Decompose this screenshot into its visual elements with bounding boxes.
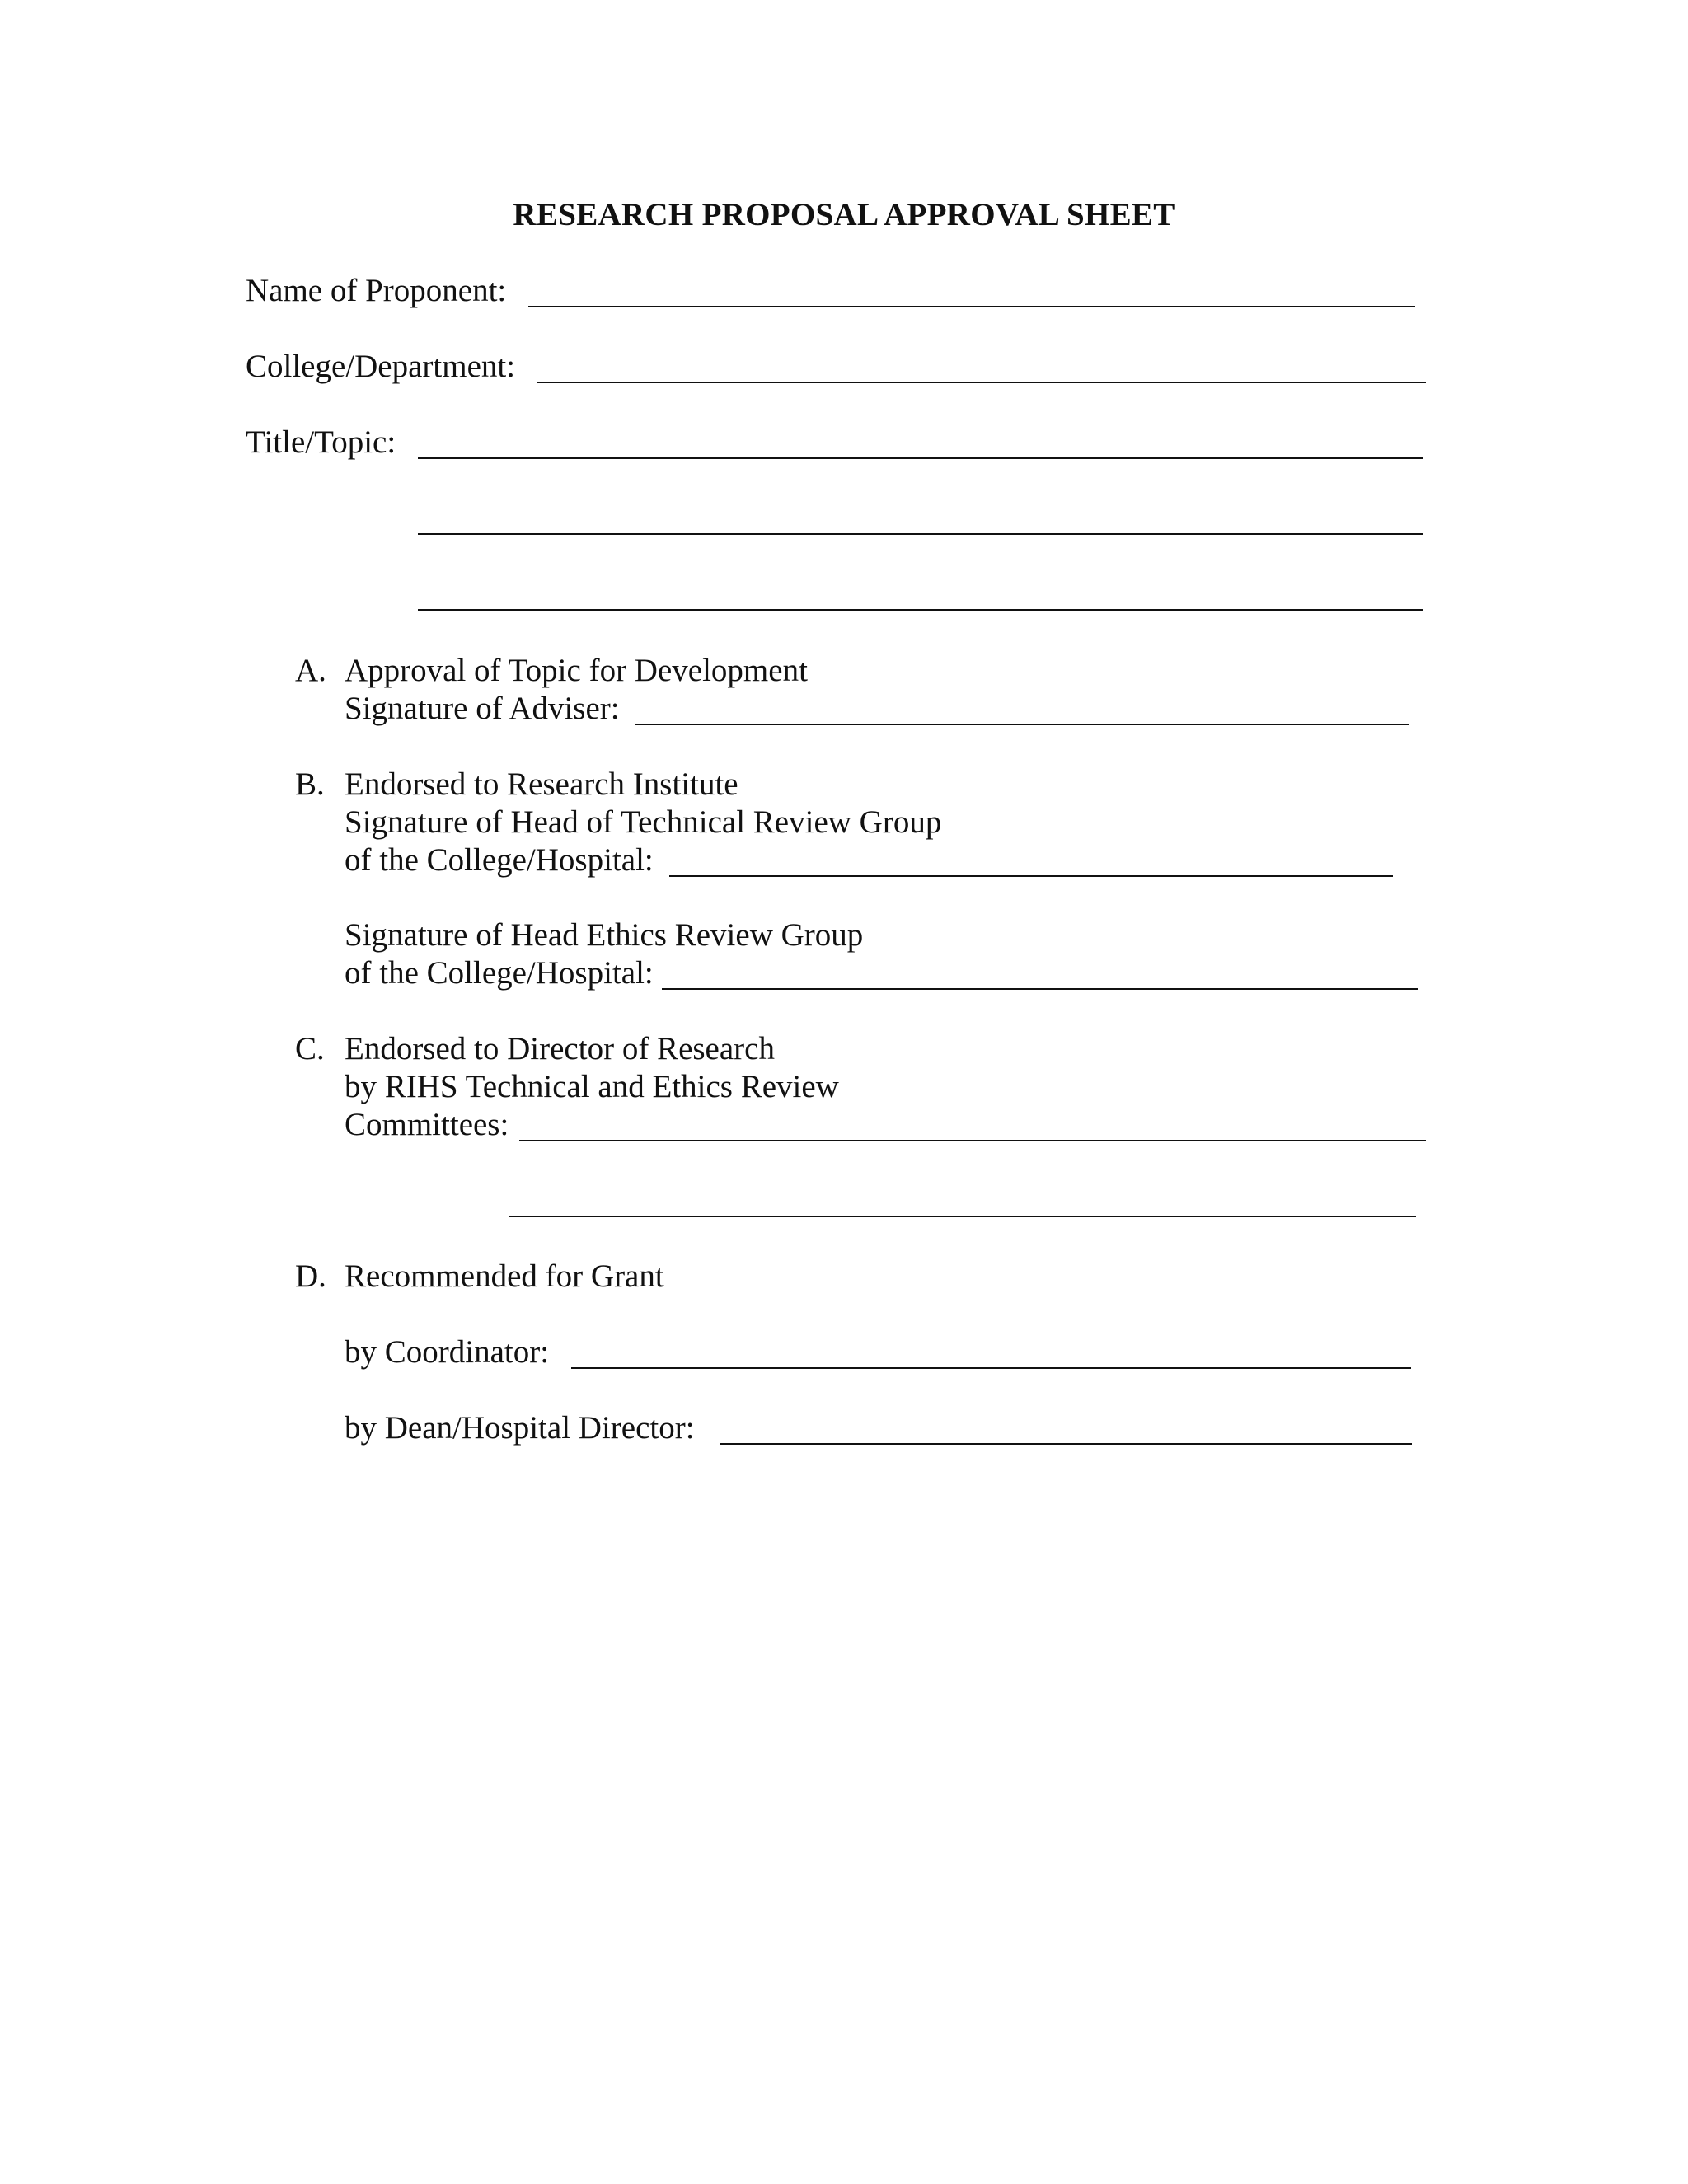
section-c-heading: Endorsed to Director of Research: [345, 1031, 775, 1066]
title-topic-label: Title/Topic:: [246, 424, 396, 460]
section-d-heading: Recommended for Grant: [345, 1258, 664, 1294]
section-d-letter: D.: [295, 1258, 326, 1294]
name-of-proponent-field[interactable]: [528, 306, 1415, 307]
coordinator-signature-field[interactable]: [571, 1367, 1411, 1369]
ethics-review-signature-field[interactable]: [662, 988, 1418, 990]
title-topic-field-line-1[interactable]: [418, 457, 1423, 459]
committees-label-cont: Committees:: [345, 1107, 509, 1142]
committees-signature-field-1[interactable]: [519, 1140, 1426, 1141]
college-department-label: College/Department:: [246, 349, 516, 384]
committees-signature-field-2[interactable]: [509, 1216, 1416, 1217]
technical-review-signature-field[interactable]: [669, 875, 1393, 877]
committees-label: by RIHS Technical and Ethics Review: [345, 1069, 839, 1104]
section-c-letter: C.: [295, 1031, 325, 1066]
dean-signature-field[interactable]: [720, 1443, 1412, 1445]
technical-review-signature-label-cont: of the College/Hospital:: [345, 842, 654, 878]
section-a-heading: Approval of Topic for Development: [345, 653, 808, 688]
adviser-signature-field[interactable]: [635, 724, 1409, 725]
adviser-signature-label: Signature of Adviser:: [345, 691, 620, 726]
section-b-heading: Endorsed to Research Institute: [345, 766, 738, 802]
name-of-proponent-label: Name of Proponent:: [246, 273, 507, 308]
technical-review-signature-label: Signature of Head of Technical Review Group: [345, 804, 942, 840]
form-title: RESEARCH PROPOSAL APPROVAL SHEET: [513, 197, 1175, 232]
dean-signature-label: by Dean/Hospital Director:: [345, 1410, 695, 1446]
ethics-review-signature-label: Signature of Head Ethics Review Group: [345, 917, 864, 953]
coordinator-signature-label: by Coordinator:: [345, 1334, 550, 1370]
ethics-review-signature-label-cont: of the College/Hospital:: [345, 955, 654, 991]
title-topic-field-line-2[interactable]: [418, 533, 1423, 535]
section-a-letter: A.: [295, 653, 326, 688]
title-topic-field-line-3[interactable]: [418, 609, 1423, 611]
college-department-field[interactable]: [537, 382, 1426, 383]
section-b-letter: B.: [295, 766, 325, 802]
